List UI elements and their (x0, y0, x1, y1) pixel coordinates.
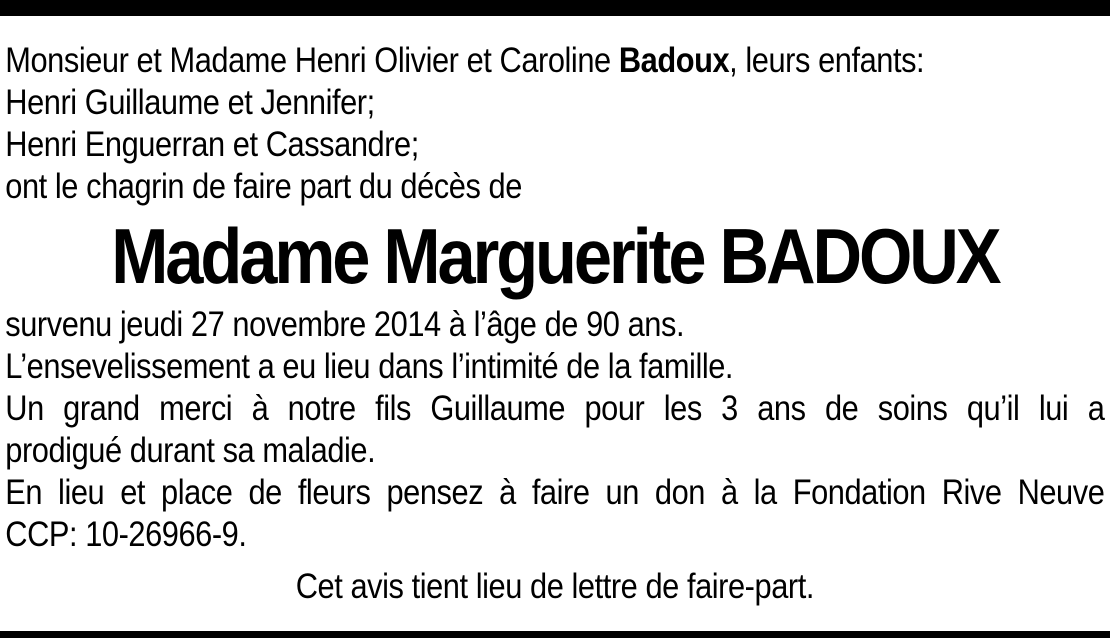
detail-line-death-date: survenu jeudi 27 novembre 2014 à l’âge de 90 ans. (5, 305, 685, 344)
children-line-1: Henri Guillaume et Jennifer; (5, 83, 375, 122)
children-line-2: Henri Enguerran et Cassandre; (5, 125, 419, 164)
death-notice-document (0, 16, 1110, 608)
detail-line-donation: En lieu et place de fleurs pensez à faire un don à la Fondation Rive Neuve (5, 473, 1105, 512)
top-border-bar (0, 0, 1110, 16)
family-name-bold: Badoux (618, 41, 730, 80)
deceased-name-title: Madame Marguerite BADOUX (111, 212, 999, 300)
detail-line-thanks-1: Un grand merci à notre fils Guillaume pour les 3 ans de soins qu’il lui a (5, 389, 1105, 428)
detail-line-ccp-number: CCP: 10-26966-9. (5, 515, 247, 554)
detail-line-burial: L’ensevelissement a eu lieu dans l’intimité de la famille. (5, 347, 734, 386)
recipients-line (5, 40, 1104, 82)
recipients-line-prefix: Monsieur et Madame Henri Olivier et Caroline (5, 41, 619, 80)
closing-line: Cet avis tient lieu de lettre de faire-part. (295, 567, 814, 606)
detail-line-thanks-2: prodigué durant sa maladie. (5, 431, 376, 470)
recipients-line-suffix: , leurs enfants: (729, 41, 925, 80)
bottom-border-bar (0, 631, 1110, 638)
announcement-line: ont le chagrin de faire part du décès de (5, 167, 522, 206)
